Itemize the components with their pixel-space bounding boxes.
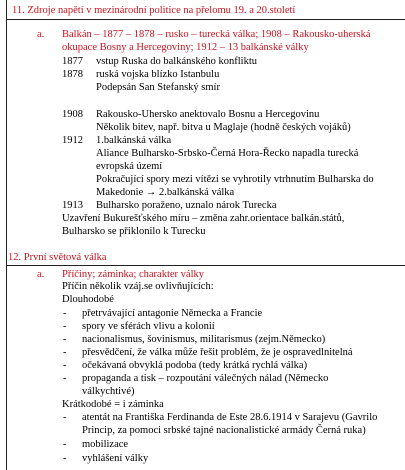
short-term-item: mobilizace (82, 439, 129, 450)
long-term-item: propaganda a tisk – rozpoutání válečných nálad (Německo (82, 373, 329, 384)
entry-text: Rakousko-Uhersko anektovalo Bosnu a Hercegovinu (96, 109, 320, 120)
section-12-heading: 12. První světová válka (8, 252, 107, 263)
entry-text: Podepsán San Stefanský smír (96, 82, 220, 93)
section-12-sub-a-title: Příčiny; záminka; charakter války (62, 269, 204, 280)
long-term-item-cont: válkychtivé) (82, 386, 135, 397)
section-11-tail-line1: Uzavření Bukurešťského míru – změna zahr.orientace balkán.států, (62, 213, 345, 224)
bullet-dash: - (63, 373, 67, 384)
bullet-dash: - (63, 412, 67, 423)
section-11-tail-line2: Bulharsko se přiklonilo k Turecku (62, 226, 206, 237)
entry-text: vstup Ruska do balkánského konfliktu (96, 56, 257, 67)
entry-year: 1912 (62, 135, 83, 146)
entry-year: 1908 (62, 109, 83, 120)
entry-text: Pokračující spory mezi vítězi se vyhrotily vtrhnutím Bulharska do (96, 174, 374, 185)
long-term-item: přesvědčení, že válka může řešit problém, že je ospravedlnitelná (82, 347, 353, 358)
section-11-sub-a-marker: a. (37, 29, 45, 40)
entry-text: 1.balkánská válka (96, 135, 172, 146)
long-term-item: přetrvávající antagonie Německa a Francie (82, 308, 263, 319)
entry-year: 1877 (62, 56, 83, 67)
section-11-rule (6, 19, 405, 20)
section-12-intro2: Dlouhodobé (62, 294, 114, 305)
long-term-item: očekávaná obvyklá podoba (tedy krátká rychlá válka) (82, 360, 308, 371)
entry-text: Několik bitev, např. bitva u Maglaje (hodně českých vojáků) (96, 122, 351, 133)
entry-text: Bulharsko poraženo, uznalo nárok Turecka (96, 200, 277, 211)
short-term-label: Krátkodobé = i záminka (62, 399, 164, 410)
short-term-item: vyhlášení války (82, 453, 149, 464)
section-12-sub-a-marker: a. (37, 269, 45, 280)
entry-text: Makedonie → 2.balkánská válka (96, 187, 235, 198)
short-term-item: atentát na Františka Ferdinanda de Este 28.6.1914 v Sarajevu (Gavrilo (82, 412, 378, 423)
entry-text: evropská území (96, 161, 163, 172)
bullet-dash: - (63, 439, 67, 450)
section-11-heading: 11. Zdroje napětí v mezinárodní politice na přelomu 19. a 20.století (12, 5, 296, 16)
short-term-item-cont: Princip, za pomoci srbské tajné nacionalistické armády Černá ruka) (82, 425, 366, 436)
section-12-rule (6, 265, 405, 266)
section-12-intro1: Příčin několik vzáj.se ovlivňujících: (62, 281, 214, 292)
entry-text: ruská vojska blízko Istanbulu (96, 69, 220, 80)
entry-text: Aliance Bulharsko-Srbsko-Černá Hora-Řecko napadla turecká (96, 148, 359, 159)
section-11-sub-a-line2: okupace Bosny a Hercegoviny; 1912 – 13 balkánské války (62, 42, 309, 53)
bullet-dash: - (63, 360, 67, 371)
bullet-dash: - (63, 453, 67, 464)
section-11-sub-a-line1: Balkán – 1877 – 1878 – rusko – turecká válka; 1908 – Rakousko-uherská (62, 29, 371, 40)
bullet-dash: - (63, 334, 67, 345)
long-term-item: spory ve sférách vlivu a kolonií (82, 321, 215, 332)
bullet-dash: - (63, 321, 67, 332)
bullet-dash: - (63, 308, 67, 319)
entry-year: 1878 (62, 69, 83, 80)
bullet-dash: - (63, 347, 67, 358)
left-margin-line (6, 0, 7, 470)
long-term-item: nacionalismus, šovinismus, militarismus (zejm.Německo) (82, 334, 326, 345)
entry-year: 1913 (62, 200, 83, 211)
